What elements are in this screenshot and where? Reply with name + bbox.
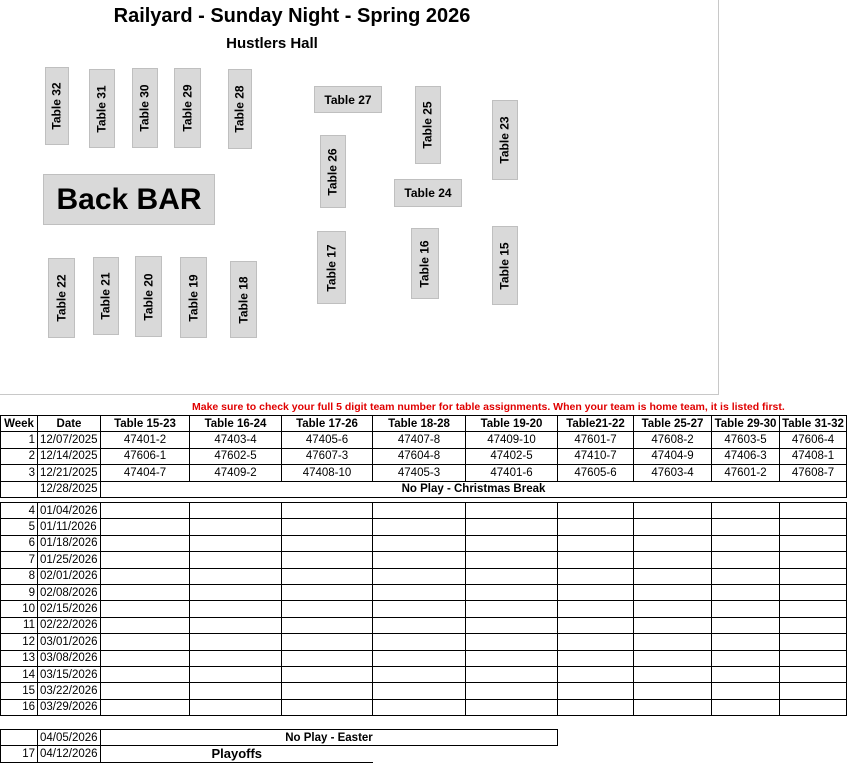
table-row: 14 03/15/2026	[1, 666, 847, 682]
table-row: 16 03/29/2026	[1, 699, 847, 715]
table-row: 10 02/15/2026	[1, 601, 847, 617]
col-table-17-26: Table 17-26	[282, 416, 373, 432]
table-row: 11 02/22/2026	[1, 617, 847, 633]
col-table-15-23: Table 15-23	[101, 416, 190, 432]
col-week: Week	[1, 416, 38, 432]
christmas-break-note: No Play - Christmas Break	[101, 481, 847, 497]
col-table-25-27: Table 25-27	[634, 416, 712, 432]
easter-note: No Play - Easter	[101, 730, 558, 746]
col-table-21-22: Table21-22	[558, 416, 634, 432]
table-31: Table 31	[89, 69, 115, 148]
table-32: Table 32	[45, 67, 69, 145]
back-bar: Back BAR	[43, 174, 215, 225]
col-table-19-20: Table 19-20	[466, 416, 558, 432]
table-row: 2 12/14/2025 47606-1 47602-5 47607-3 47604-8 47402-5 47410-7 47404-9 47406-3 47408-1	[1, 448, 847, 464]
table-26: Table 26	[320, 135, 346, 208]
table-28: Table 28	[228, 69, 252, 149]
table-row: 5 01/11/2026	[1, 519, 847, 535]
table-19: Table 19	[180, 257, 207, 338]
table-17: Table 17	[317, 231, 346, 304]
table-row: 8 02/01/2026	[1, 568, 847, 584]
table-21: Table 21	[93, 257, 119, 335]
table-row: 15 03/22/2026	[1, 683, 847, 699]
col-table-18-28: Table 18-28	[373, 416, 466, 432]
table-29: Table 29	[174, 68, 201, 148]
col-table-31-32: Table 31-32	[780, 416, 847, 432]
table-27: Table 27	[314, 86, 382, 113]
table-18: Table 18	[230, 261, 257, 338]
table-16: Table 16	[411, 228, 439, 299]
table-23: Table 23	[492, 100, 518, 180]
table-row: 12 03/01/2026	[1, 634, 847, 650]
playoffs-label: Playoffs	[101, 746, 373, 762]
venue-name: Hustlers Hall	[226, 35, 318, 52]
table-row: 13 03/08/2026	[1, 650, 847, 666]
table-30: Table 30	[132, 68, 158, 148]
christmas-break-row: 12/28/2025 No Play - Christmas Break	[1, 481, 847, 497]
table-row: 9 02/08/2026	[1, 584, 847, 600]
table-22: Table 22	[48, 258, 75, 338]
table-row: 7 01/25/2026	[1, 552, 847, 568]
playoffs-row: 17 04/12/2026 Playoffs	[1, 746, 558, 762]
schedule-end-rows	[0, 729, 558, 763]
page-title: Railyard - Sunday Night - Spring 2026	[113, 5, 471, 27]
easter-row: 04/05/2026 No Play - Easter	[1, 730, 558, 746]
table-assignment-note: Make sure to check your full 5 digit team number for table assignments. When your team is home team, it is listed first.	[192, 401, 785, 413]
schedule-table	[0, 415, 847, 498]
col-date: Date	[38, 416, 101, 432]
header-row	[1, 416, 847, 432]
table-15: Table 15	[492, 226, 518, 305]
col-table-29-30: Table 29-30	[712, 416, 780, 432]
table-24: Table 24	[394, 179, 462, 207]
table-row: 4 01/04/2026	[1, 503, 847, 519]
table-20: Table 20	[135, 256, 162, 337]
table-row: 6 01/18/2026	[1, 535, 847, 551]
schedule-blank-weeks	[0, 502, 847, 716]
col-table-16-24: Table 16-24	[190, 416, 282, 432]
table-row: 1 12/07/2025 47401-2 47403-4 47405-6 47407-8 47409-10 47601-7 47608-2 47603-5 47606-4	[1, 432, 847, 448]
table-row: 3 12/21/2025 47404-7 47409-2 47408-10 47405-3 47401-6 47605-6 47603-4 47601-2 47608-7	[1, 465, 847, 481]
table-25: Table 25	[415, 86, 441, 164]
